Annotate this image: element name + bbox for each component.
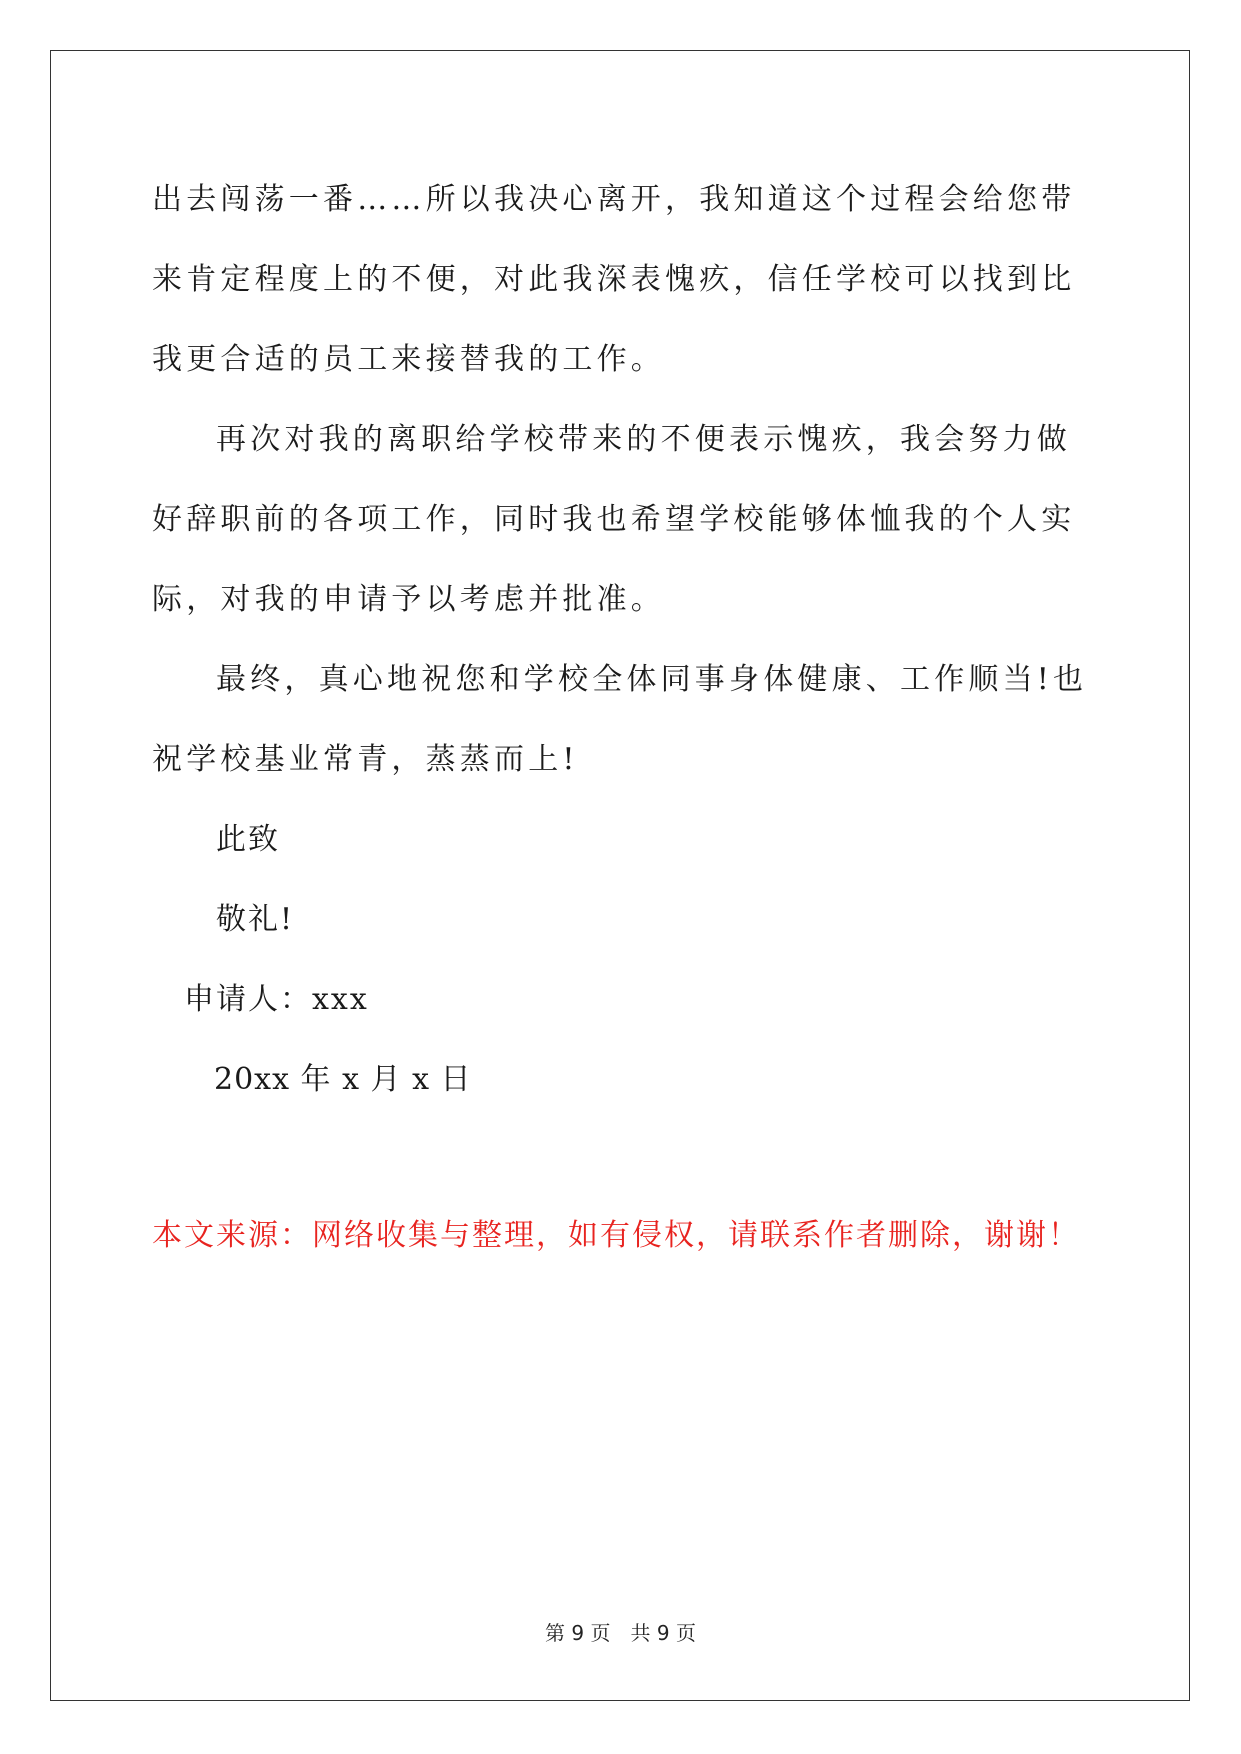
closing-regards: 敬礼! — [216, 902, 295, 937]
paragraph-2: 再次对我的离职给学校带来的不便表示愧疚，我会努力做好辞职前的各项工作，同时我也希望学校能够体恤我的个人实际，对我的申请予以考虑并批准。 — [152, 422, 1076, 617]
page-total: 共 9 页 — [630, 1621, 696, 1645]
paragraph-3: 最终，真心地祝您和学校全体同事身体健康、工作顺当!也祝学校基业常青，蒸蒸而上! — [152, 662, 1088, 777]
paragraph-1: 出去闯荡一番……所以我决心离开，我知道这个过程会给您带来肯定程度上的不便，对此我深表愧疚，信任学校可以找到比我更合适的员工来接替我的工作。 — [152, 182, 1076, 377]
source-note: 本文来源：网络收集与整理，如有侵权，请联系作者删除，谢谢！ — [152, 1218, 1080, 1253]
page-footer — [0, 1617, 1241, 1646]
date-line: 20xx 年 x 月 x 日 — [214, 1062, 472, 1097]
document-body — [152, 160, 1092, 1120]
page-number: 第 9 页 — [545, 1621, 611, 1645]
closing-salutation: 此致 — [216, 822, 280, 857]
signer-line: 申请人：xxx — [184, 982, 369, 1017]
